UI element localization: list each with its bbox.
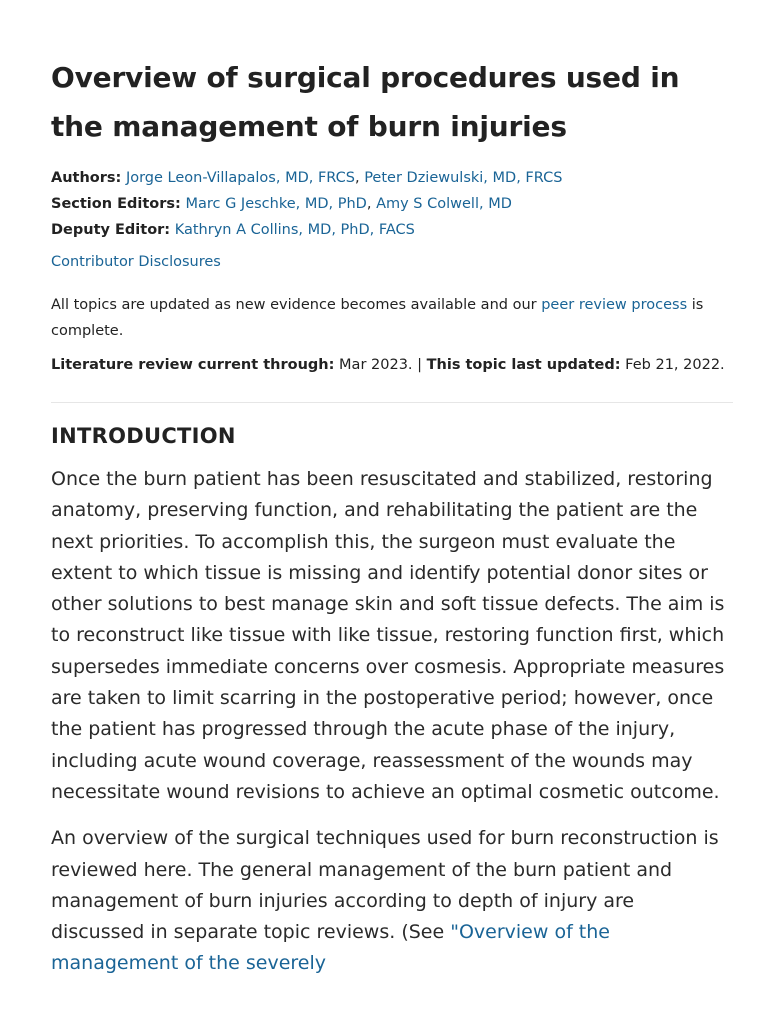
overview-paragraph-text: An overview of the surgical techniques used for burn reconstruction is reviewed here. The general management of the burn patient and management of burn injuries according to depth of injury are discussed in separate topic reviews. (See bbox=[51, 827, 719, 944]
section-divider bbox=[51, 402, 733, 403]
deputy-editor-row bbox=[51, 217, 732, 243]
literature-review-label: Literature review current through: bbox=[51, 357, 335, 373]
introduction-paragraph: Once the burn patient has been resuscitated and stabilized, restoring anatomy, preserving function, and rehabilitating the patient are the next priorities. To accomplish this, the surgeon must evaluate the extent to which tissue is missing and identify potential donor sites or other solutions to best manage skin and soft tissue defects. The aim is to reconstruct like tissue with like tissue, restoring function first, which supersedes immediate concerns over cosmesis. Appropriate measures are taken to limit scarring in the postoperative period; however, once the patient has progressed through the acute phase of the injury, including acute wound coverage, reassessment of the wounds may necessitate wound revisions to achieve an optimal cosmetic outcome. bbox=[51, 468, 725, 803]
author-link[interactable]: Peter Dziewulski, MD, FRCS bbox=[364, 170, 563, 186]
overview-paragraph bbox=[51, 823, 732, 979]
peer-review-link[interactable]: peer review process bbox=[541, 297, 688, 313]
contributor-disclosures-link[interactable]: Contributor Disclosures bbox=[51, 254, 221, 270]
author-link[interactable]: Jorge Leon-Villapalos, MD, FRCS bbox=[125, 170, 355, 186]
review-dates bbox=[51, 352, 732, 378]
authors-label: Authors: bbox=[51, 170, 122, 186]
update-note-text-end: is complete. bbox=[51, 297, 704, 339]
contributors-block bbox=[51, 165, 732, 243]
section-heading-introduction: INTRODUCTION bbox=[51, 424, 236, 448]
deputy-editor-link[interactable]: Kathryn A Collins, MD, PhD, FACS bbox=[174, 222, 415, 238]
section-editor-link[interactable]: Amy S Colwell, MD bbox=[376, 196, 512, 212]
separator: , bbox=[366, 196, 377, 212]
authors-row bbox=[51, 165, 732, 191]
disclosures-row bbox=[51, 249, 732, 275]
section-editor-link[interactable]: Marc G Jeschke, MD, PhD bbox=[185, 196, 367, 212]
related-topic-link[interactable]: "Overview of the management of the severely bbox=[51, 921, 610, 975]
literature-review-value: Mar 2023. bbox=[334, 357, 413, 373]
last-updated-label: This topic last updated: bbox=[426, 357, 621, 373]
update-note bbox=[51, 292, 732, 344]
article-title: Overview of surgical procedures used in the management of burn injuries bbox=[51, 61, 680, 143]
section-editors-label: Section Editors: bbox=[51, 196, 181, 212]
update-note-text: All topics are updated as new evidence becomes available and our bbox=[51, 297, 542, 313]
section-editors-row bbox=[51, 191, 732, 217]
separator: | bbox=[412, 357, 427, 373]
deputy-editor-label: Deputy Editor: bbox=[51, 222, 171, 238]
separator: , bbox=[354, 170, 365, 186]
last-updated-value: Feb 21, 2022. bbox=[620, 357, 725, 373]
